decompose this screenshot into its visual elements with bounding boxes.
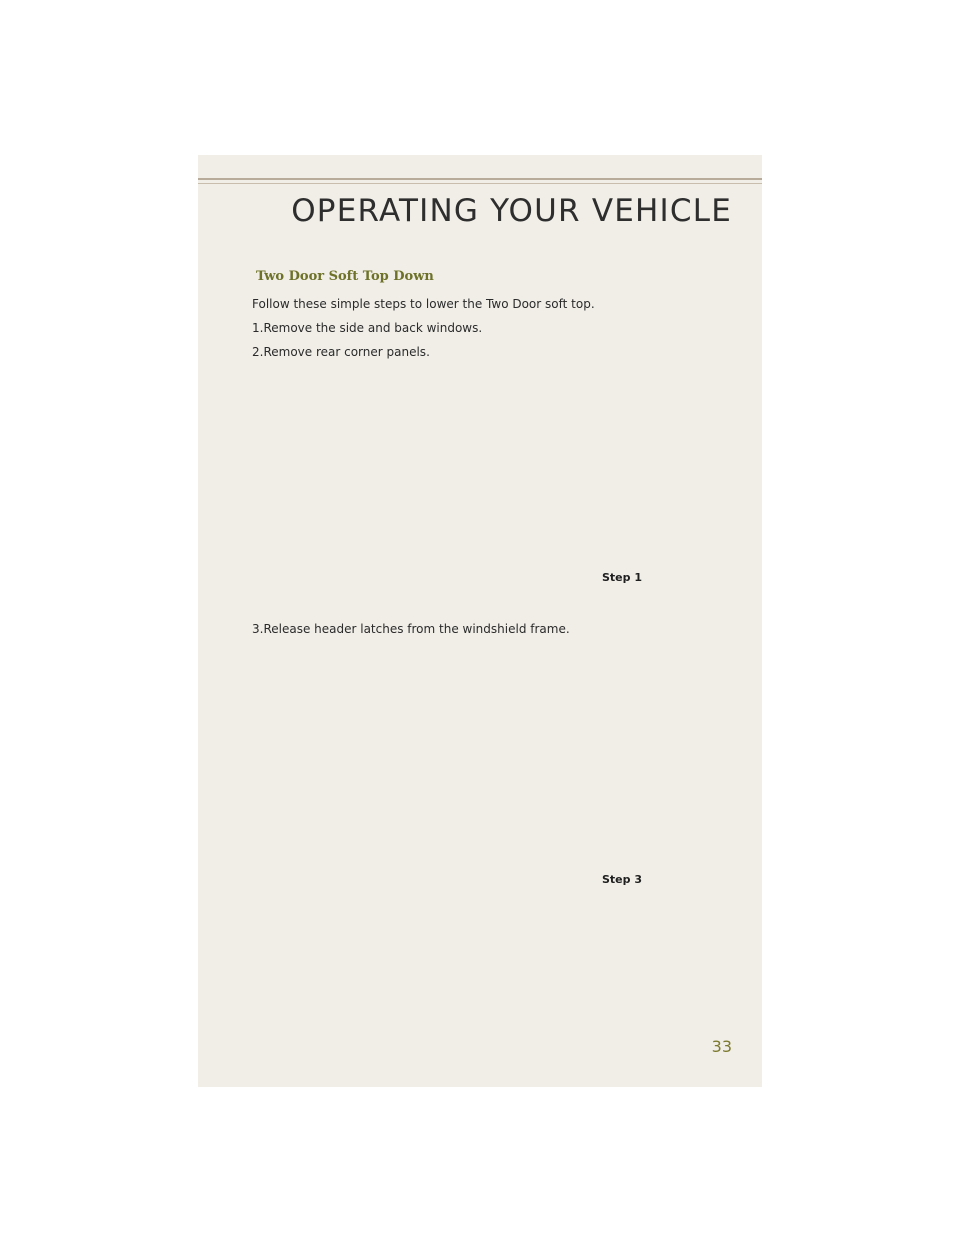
- step-number: 2.: [252, 345, 264, 359]
- header-rule-top: [198, 178, 762, 180]
- step-item-3: [252, 622, 570, 636]
- header-rule-bottom: [198, 183, 762, 184]
- step-number: 3.: [252, 622, 264, 636]
- step-number: 1.: [252, 321, 264, 335]
- step-text: Remove the side and back windows.: [263, 321, 483, 335]
- step-text: Release header latches from the windshield frame.: [263, 622, 570, 636]
- figure-step-3: [252, 643, 722, 871]
- step-item-1: [252, 321, 482, 335]
- topic-heading: Two Door Soft Top Down: [256, 269, 434, 284]
- figure-caption-step-3: Step 3: [602, 873, 642, 886]
- manual-page: [198, 155, 762, 1087]
- figure-step-1: [252, 367, 722, 567]
- section-title: OPERATING YOUR VEHICLE: [291, 193, 732, 229]
- step-item-2: [252, 345, 430, 359]
- intro-paragraph: Follow these simple steps to lower the Two Door soft top.: [252, 297, 595, 311]
- page-number: 33: [711, 1037, 732, 1056]
- step-text: Remove rear corner panels.: [263, 345, 430, 359]
- figure-caption-step-1: Step 1: [602, 571, 642, 584]
